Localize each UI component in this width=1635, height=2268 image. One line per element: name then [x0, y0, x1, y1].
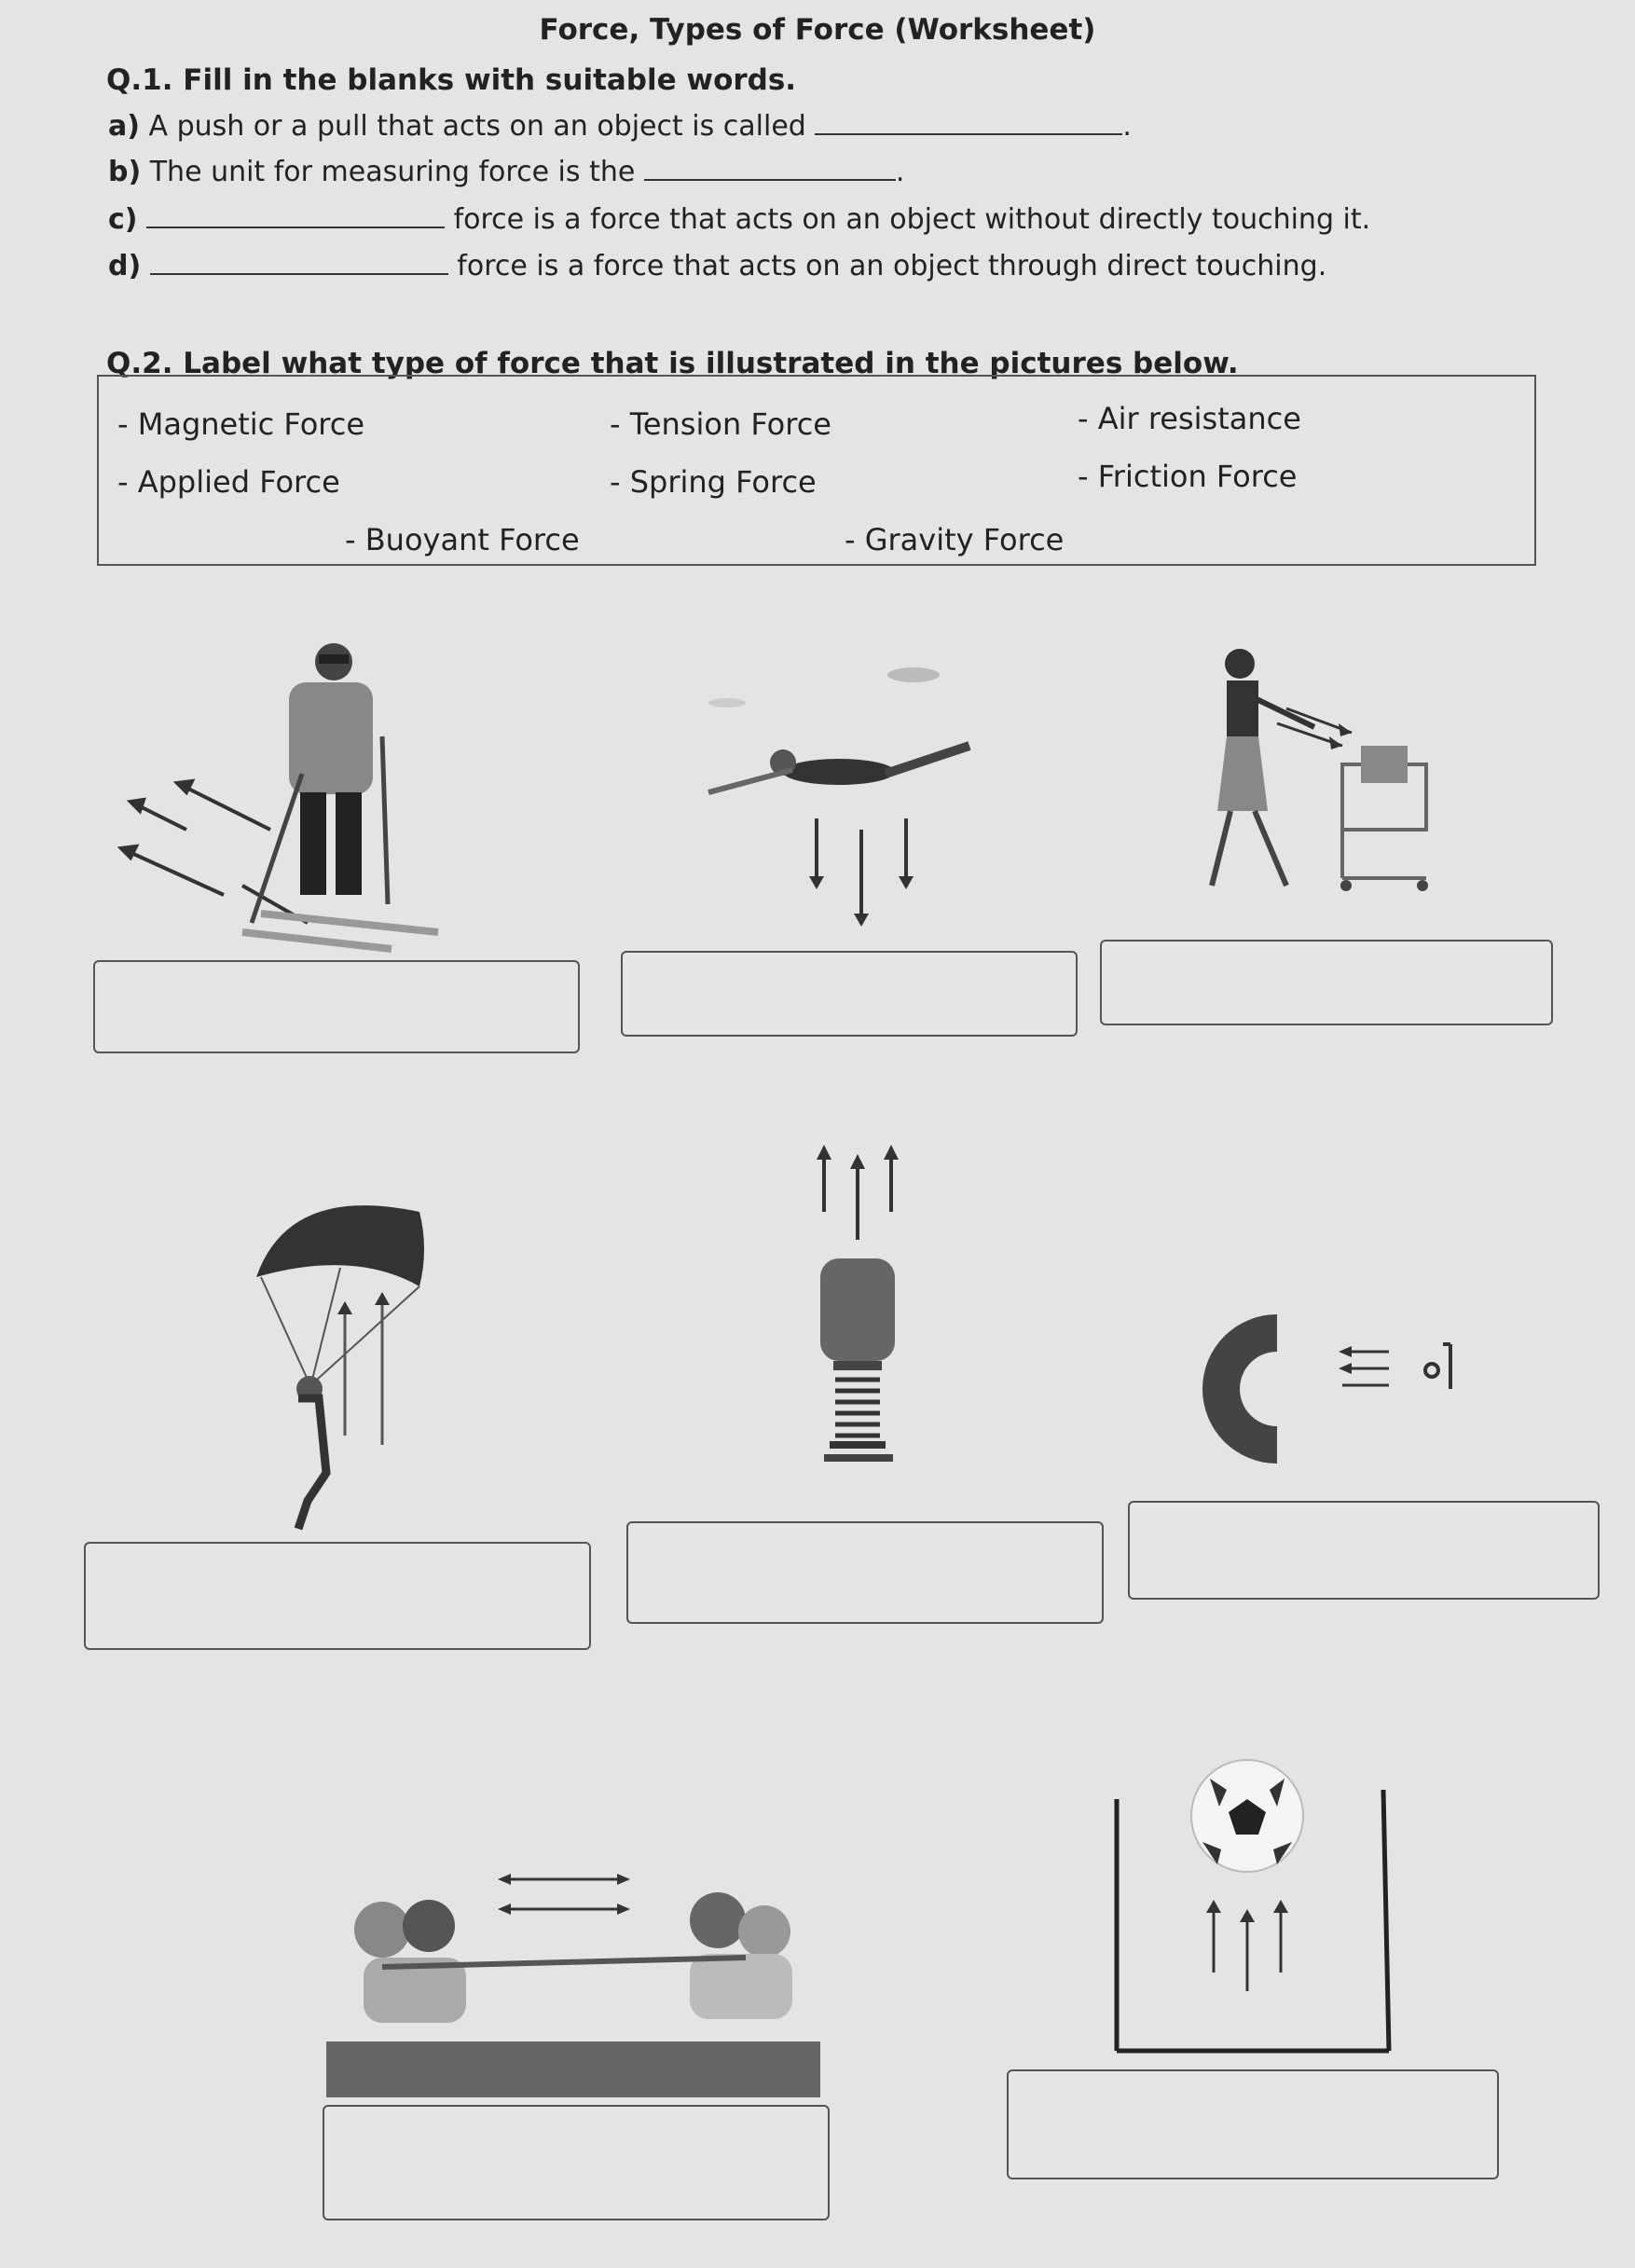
q1-item-d: [108, 250, 1326, 282]
answer-box-7[interactable]: [323, 2105, 830, 2220]
magnet-icon: [1156, 1296, 1491, 1473]
item-text: A push or a pull that acts on an object is called: [148, 110, 806, 143]
answer-blank-a[interactable]: [815, 113, 1122, 135]
word-bank-item: - Friction Force: [1078, 459, 1298, 494]
item-text: The unit for measuring force is the: [149, 156, 636, 188]
q1-item-c: [108, 203, 1370, 236]
item-end: .: [1122, 110, 1132, 143]
word-bank-item: - Applied Force: [117, 464, 340, 500]
ball-in-water-icon: [1109, 1753, 1408, 2060]
answer-blank-b[interactable]: [644, 158, 896, 181]
answer-blank-c[interactable]: [146, 206, 445, 228]
worksheet-title: Force, Types of Force (Worksheet): [539, 13, 1096, 47]
word-bank-item: - Gravity Force: [845, 522, 1065, 557]
item-label: c): [108, 203, 138, 236]
item-label: a): [108, 110, 140, 143]
item-label: b): [108, 156, 142, 188]
word-bank-item: - Spring Force: [610, 464, 817, 500]
answer-box-1[interactable]: [93, 960, 580, 1053]
q1-heading: Q.1. Fill in the blanks with suitable words.: [106, 63, 797, 97]
skier-icon: [103, 634, 457, 951]
woman-pushing-cart-icon: [1175, 643, 1473, 914]
q1-item-a: [108, 110, 1132, 143]
q2-heading: Q.2. Label what type of force that is illustrated in the pictures below.: [106, 347, 1239, 380]
parachute-icon: [252, 1193, 438, 1538]
answer-box-8[interactable]: [1007, 2069, 1499, 2179]
skydiver-icon: [690, 653, 1007, 951]
word-bank-item: - Buoyant Force: [345, 522, 580, 557]
spring-icon: [802, 1128, 951, 1501]
item-label: d): [108, 250, 142, 282]
word-bank-item: - Tension Force: [610, 406, 831, 442]
word-bank-item: - Magnetic Force: [117, 406, 364, 442]
q1-item-b: [108, 156, 904, 188]
answer-box-2[interactable]: [621, 951, 1078, 1037]
item-end: .: [895, 156, 905, 188]
answer-box-5[interactable]: [626, 1521, 1104, 1624]
answer-blank-d[interactable]: [150, 253, 448, 275]
item-text: force is a force that acts on an object without directly touching it.: [453, 203, 1371, 236]
item-text: force is a force that acts on an object through direct touching.: [457, 250, 1327, 282]
answer-box-6[interactable]: [1128, 1501, 1600, 1600]
tug-of-war-icon: [326, 1864, 820, 2107]
word-bank-item: - Air resistance: [1078, 401, 1301, 436]
answer-box-3[interactable]: [1100, 940, 1553, 1025]
answer-box-4[interactable]: [84, 1542, 591, 1650]
